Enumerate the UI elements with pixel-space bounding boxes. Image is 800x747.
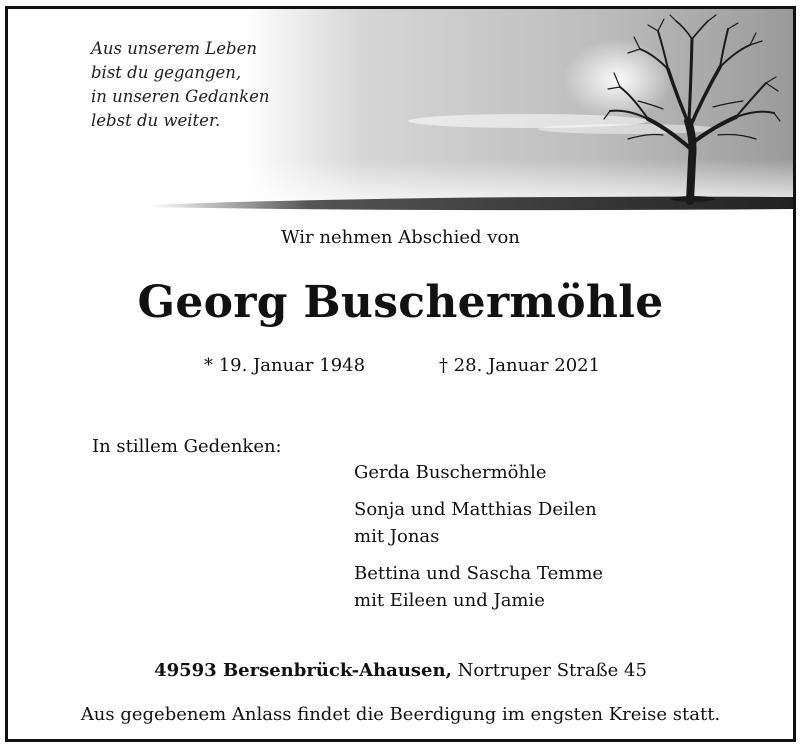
intro-text: Wir nehmen Abschied von <box>281 227 520 248</box>
address <box>8 660 793 681</box>
address-street: Nortruper Straße 45 <box>457 660 647 681</box>
poem <box>91 37 351 133</box>
obituary-card <box>5 6 796 742</box>
mourners-list <box>354 459 603 624</box>
mourner-line: Sonja und Matthias Deilen <box>354 499 597 520</box>
mourner-group <box>354 560 603 614</box>
birth-date: * 19. Januar 1948 <box>204 355 366 376</box>
funeral-note: Aus gegebenem Anlass findet die Beerdigung im engsten Kreise statt. <box>80 704 721 725</box>
deceased-name: Georg Buschermöhle <box>137 277 664 328</box>
memory-label: In stillem Gedenken: <box>92 436 282 457</box>
poem-line: lebst du weiter. <box>91 111 221 130</box>
poem-line: in unseren Gedanken <box>91 87 270 106</box>
mourner-line: Bettina und Sascha Temme <box>354 563 604 584</box>
poem-line: bist du gegangen, <box>91 63 242 82</box>
mourner-group <box>354 496 603 550</box>
address-place: 49593 Bersenbrück-Ahausen, <box>154 660 452 681</box>
death-date: † 28. Januar 2021 <box>439 355 601 376</box>
mourner-line: mit Eileen und Jamie <box>354 590 545 611</box>
mourner-line: mit Jonas <box>354 526 440 547</box>
mourner-group <box>354 459 603 486</box>
poem-line: Aus unserem Leben <box>91 39 257 58</box>
mourner-line: Gerda Buschermöhle <box>354 462 547 483</box>
